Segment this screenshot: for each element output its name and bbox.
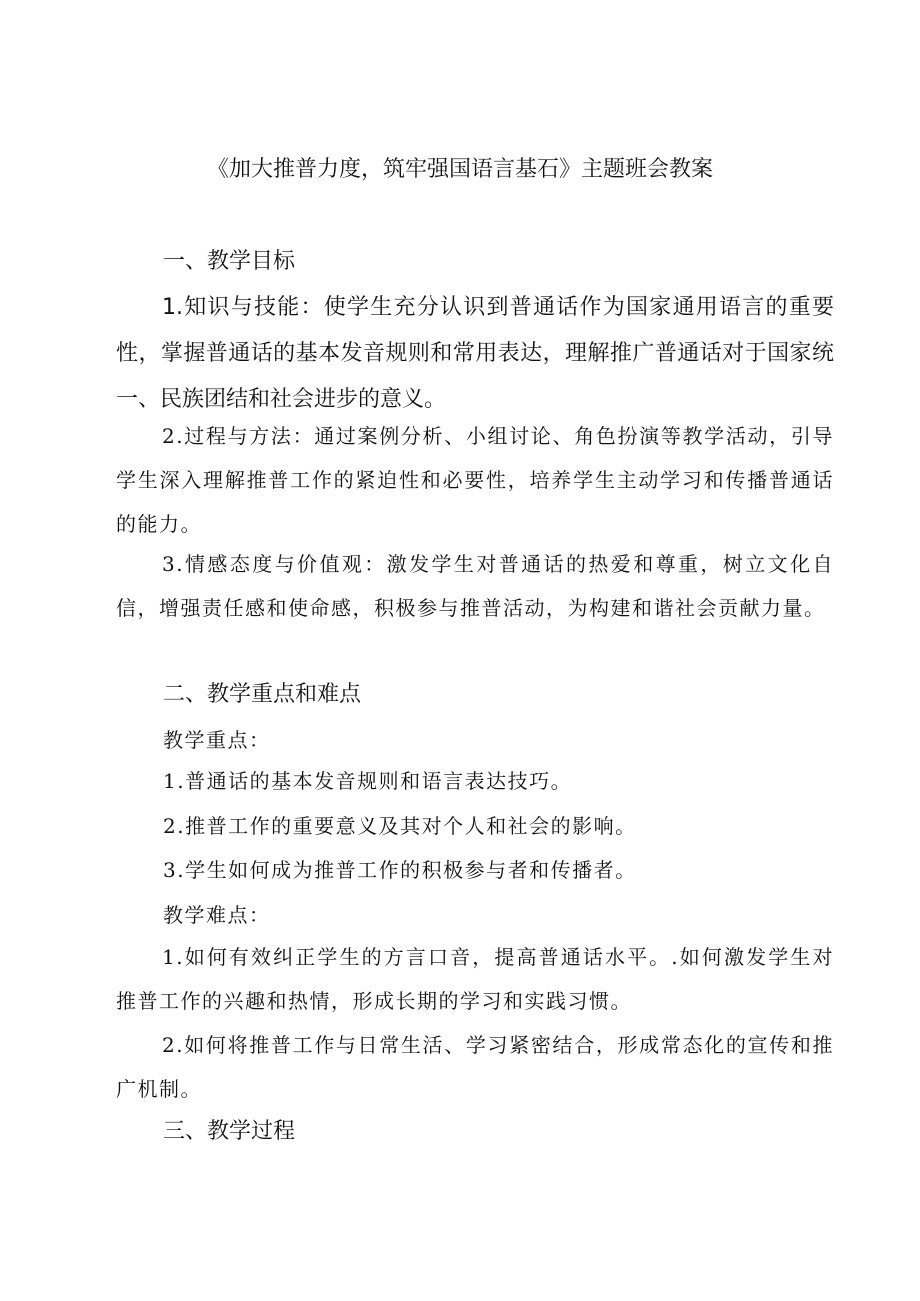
key-point-item: 2.推普工作的重要意义及其对个人和社会的影响。 [163,814,637,838]
key-point-item: 1.普通话的基本发音规则和语言表达技巧。 [163,769,573,793]
goal-process-methods: 2.过程与方法：通过案例分析、小组讨论、角色扮演等教学活动，引导学生深入理解推普工作的紧迫性和必要性，培养学生主动学习和传播普通话的能力。 [116,424,834,536]
goal-emotion-values: 3.情感态度与价值观：激发学生对普通话的热爱和尊重，树立文化自信，增强责任感和使命感，积极参与推普活动，为构建和谐社会贡献力量。 [116,552,834,620]
section-heading-key-difficult-points: 二、教学重点和难点 [163,682,362,707]
difficult-point-item: 2.如何将推普工作与日常生活、学习紧密结合，形成常态化的宣传和推广机制。 [116,1033,834,1101]
difficult-point-item: 1.如何有效纠正学生的方言口音，提高普通话水平。.如何激发学生对推普工作的兴趣和热情，形成长期的学习和实践习惯。 [116,945,834,1013]
section-heading-teaching-process: 三、教学过程 [163,1119,296,1144]
key-points-label: 教学重点： [163,728,271,752]
key-point-item: 3.学生如何成为推普工作的积极参与者和传播者。 [163,858,637,882]
document-title: 《加大推普力度，筑牢强国语言基石》主题班会教案 [206,157,713,182]
difficult-points-label: 教学难点： [163,903,271,927]
section-heading-teaching-goals: 一、教学目标 [163,249,296,274]
goal-knowledge-skills: 1.知识与技能：使学生充分认识到普通话作为国家通用语言的重要性，掌握普通话的基本发音规则和常用表达，理解推广普通话对于国家统一、民族团结和社会进步的意义。 [116,295,834,412]
